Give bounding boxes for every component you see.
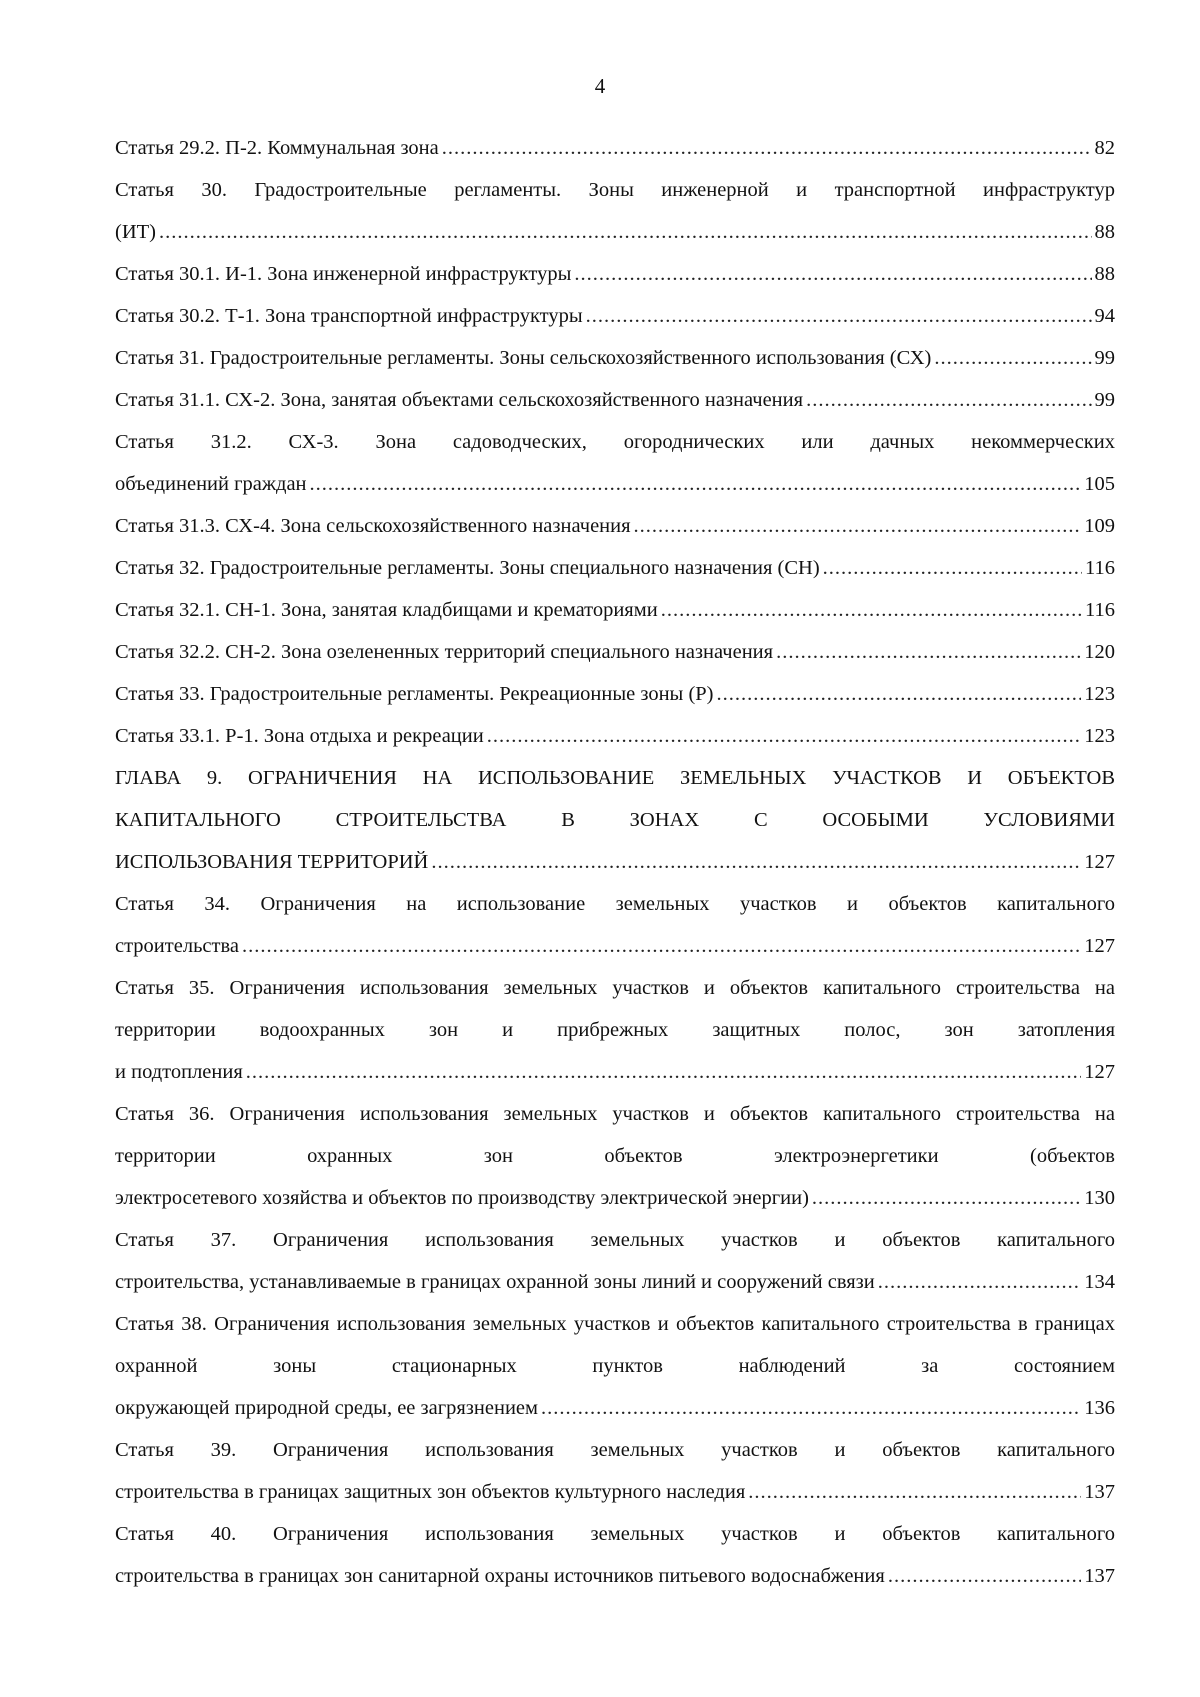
toc-entry-title: Статья 29.2. П-2. Коммунальная зона xyxy=(115,137,439,159)
toc-entry-page: 137 xyxy=(1084,1481,1115,1503)
toc-entry-7[interactable] xyxy=(115,421,1115,505)
toc-entry-page: 136 xyxy=(1084,1397,1115,1419)
toc-entry-19[interactable] xyxy=(115,1303,1115,1429)
dot-leader xyxy=(541,1387,1081,1429)
toc-entry-page: 88 xyxy=(1094,221,1115,243)
toc-entry-title: ИСПОЛЬЗОВАНИЯ ТЕРРИТОРИЙ xyxy=(115,851,429,873)
toc-entry-page: 130 xyxy=(1084,1187,1115,1209)
toc-entry-3[interactable] xyxy=(115,253,1115,295)
toc-entry-title-lead: Статья 30. Градостроительные регламенты. Зоны инженерной и транспортной инфраструктур xyxy=(115,179,1115,201)
toc-entry-title-lead: Статья 37. Ограничения использования земельных участков и объектов капитального xyxy=(115,1229,1115,1251)
toc-entry-4[interactable] xyxy=(115,295,1115,337)
dot-leader xyxy=(878,1261,1082,1303)
toc-entry-8[interactable] xyxy=(115,505,1115,547)
toc-entry-title: строительства в границах защитных зон объектов культурного наследия xyxy=(115,1481,746,1503)
toc-entry-title: Статья 32.1. СН-1. Зона, занятая кладбищами и крематориями xyxy=(115,599,658,621)
toc-entry-title-lead: Статья 38. Ограничения использования земельных участков и объектов капитального строительства в границах охранной зоны стационарных пунктов наблюдений за состоянием xyxy=(115,1313,1115,1377)
dot-leader xyxy=(888,1555,1081,1597)
toc-entry-title-lead: Статья 31.2. СХ-3. Зона садоводческих, огороднических или дачных некоммерческих xyxy=(115,431,1115,453)
toc-entry-page: 127 xyxy=(1084,1061,1115,1083)
dot-leader xyxy=(159,211,1092,253)
toc-entry-title: Статья 33. Градостроительные регламенты. Рекреационные зоны (Р) xyxy=(115,683,714,705)
toc-entry-title-lead: Статья 39. Ограничения использования земельных участков и объектов капитального xyxy=(115,1439,1115,1461)
toc-entry-title: Статья 32.2. СН-2. Зона озелененных территорий специального назначения xyxy=(115,641,774,663)
toc-entry-page: 120 xyxy=(1084,641,1115,663)
toc-entry-title: (ИТ) xyxy=(115,221,156,243)
toc-entry-20[interactable] xyxy=(115,1429,1115,1513)
toc-entry-17[interactable] xyxy=(115,1093,1115,1219)
toc-entry-title: окружающей природной среды, ее загрязнением xyxy=(115,1397,538,1419)
dot-leader xyxy=(934,337,1091,379)
toc-entry-page: 116 xyxy=(1085,557,1115,579)
toc-entry-11[interactable] xyxy=(115,631,1115,673)
toc-entry-title: строительства xyxy=(115,935,239,957)
toc-entry-6[interactable] xyxy=(115,379,1115,421)
toc-entry-page: 123 xyxy=(1084,725,1115,747)
toc-entry-page: 99 xyxy=(1094,389,1115,411)
toc-entry-page: 82 xyxy=(1094,137,1115,159)
toc-entry-title-lead: Статья 40. Ограничения использования земельных участков и объектов капитального xyxy=(115,1523,1115,1545)
toc-entry-page: 94 xyxy=(1094,305,1115,327)
dot-leader xyxy=(431,841,1081,883)
toc-entry-title: Статья 32. Градостроительные регламенты. Зоны специального назначения (СН) xyxy=(115,557,820,579)
toc-entry-page: 99 xyxy=(1094,347,1115,369)
toc-entry-18[interactable] xyxy=(115,1219,1115,1303)
toc-entry-1[interactable] xyxy=(115,127,1115,169)
toc-entry-chapter-9[interactable] xyxy=(115,757,1115,883)
toc-entry-title: и подтопления xyxy=(115,1061,243,1083)
toc-entry-title-lead: ГЛАВА 9. ОГРАНИЧЕНИЯ НА ИСПОЛЬЗОВАНИЕ ЗЕМЕЛЬНЫХ УЧАСТКОВ И ОБЪЕКТОВ КАПИТАЛЬНОГО СТРОИТЕЛЬСТВА В ЗОНАХ С ОСОБЫМИ УСЛОВИЯМИ xyxy=(115,767,1115,831)
dot-leader xyxy=(748,1471,1081,1513)
toc-entry-page: 105 xyxy=(1084,473,1115,495)
dot-leader xyxy=(812,1177,1081,1219)
dot-leader xyxy=(586,295,1092,337)
toc-entry-page: 123 xyxy=(1084,683,1115,705)
toc-entry-title: строительства в границах зон санитарной охраны источников питьевого водоснабжения xyxy=(115,1565,885,1587)
toc-entry-page: 127 xyxy=(1084,851,1115,873)
table-of-contents xyxy=(115,127,1115,1597)
toc-entry-title: Статья 33.1. Р-1. Зона отдыха и рекреации xyxy=(115,725,484,747)
toc-entry-page: 134 xyxy=(1084,1271,1115,1293)
dot-leader xyxy=(487,715,1082,757)
toc-entry-title: Статья 31. Градостроительные регламенты. Зоны сельскохозяйственного использования (СХ) xyxy=(115,347,932,369)
toc-entry-title: электросетевого хозяйства и объектов по производству электрической энергии) xyxy=(115,1187,809,1209)
toc-entry-16[interactable] xyxy=(115,967,1115,1093)
page-number: 4 xyxy=(594,74,606,98)
dot-leader xyxy=(717,673,1082,715)
dot-leader xyxy=(806,379,1091,421)
dot-leader xyxy=(634,505,1082,547)
toc-entry-12[interactable] xyxy=(115,673,1115,715)
toc-entry-13[interactable] xyxy=(115,715,1115,757)
toc-entry-page: 137 xyxy=(1084,1565,1115,1587)
toc-entry-title-lead: Статья 35. Ограничения использования земельных участков и объектов капитального строительства на территории водоохранных зон и прибрежных защитных полос, зон затопления xyxy=(115,977,1115,1041)
toc-entry-title: строительства, устанавливаемые в границах охранной зоны линий и сооружений связи xyxy=(115,1271,875,1293)
dot-leader xyxy=(246,1051,1081,1093)
dot-leader xyxy=(823,547,1082,589)
dot-leader xyxy=(242,925,1081,967)
dot-leader xyxy=(776,631,1081,673)
toc-entry-page: 116 xyxy=(1085,599,1115,621)
toc-entry-21[interactable] xyxy=(115,1513,1115,1597)
dot-leader xyxy=(310,463,1082,505)
toc-entry-title-lead: Статья 34. Ограничения на использование земельных участков и объектов капитального xyxy=(115,893,1115,915)
toc-entry-page: 127 xyxy=(1084,935,1115,957)
toc-entry-title: Статья 31.1. СХ-2. Зона, занятая объектами сельскохозяйственного назначения xyxy=(115,389,804,411)
toc-entry-title: объединений граждан xyxy=(115,473,307,495)
dot-leader xyxy=(661,589,1082,631)
toc-entry-title-lead: Статья 36. Ограничения использования земельных участков и объектов капитального строительства на территории охранных зон объектов электроэнергетики (объектов xyxy=(115,1103,1115,1167)
toc-entry-title: Статья 31.3. СХ-4. Зона сельскохозяйственного назначения xyxy=(115,515,631,537)
toc-entry-page: 109 xyxy=(1084,515,1115,537)
toc-entry-page: 88 xyxy=(1094,263,1115,285)
toc-entry-9[interactable] xyxy=(115,547,1115,589)
toc-entry-2[interactable] xyxy=(115,169,1115,253)
toc-entry-5[interactable] xyxy=(115,337,1115,379)
dot-leader xyxy=(574,253,1091,295)
toc-entry-title: Статья 30.2. Т-1. Зона транспортной инфраструктуры xyxy=(115,305,583,327)
dot-leader xyxy=(442,127,1092,169)
toc-entry-10[interactable] xyxy=(115,589,1115,631)
toc-entry-15[interactable] xyxy=(115,883,1115,967)
toc-entry-title: Статья 30.1. И-1. Зона инженерной инфраструктуры xyxy=(115,263,572,285)
